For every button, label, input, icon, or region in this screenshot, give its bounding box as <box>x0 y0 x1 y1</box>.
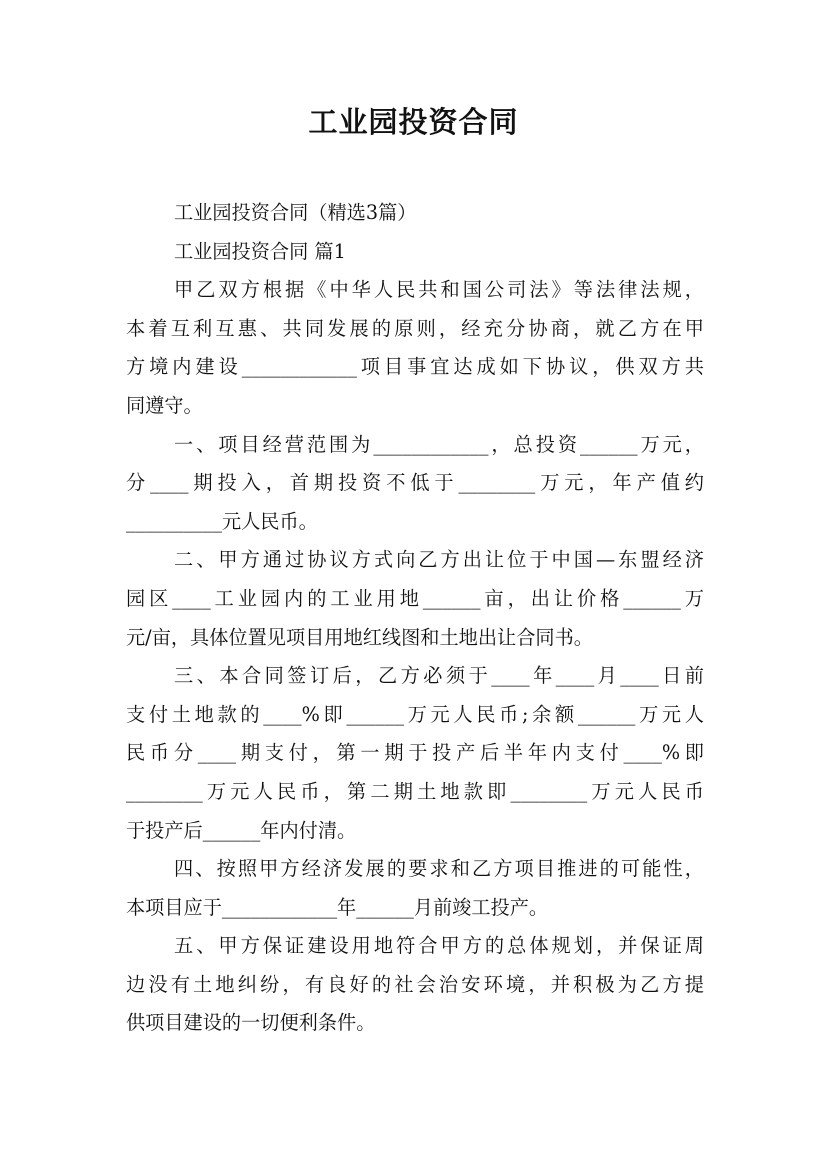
text-line: 工业园投资合同 篇1 <box>174 239 346 263</box>
text-line: 分____期投入，首期投资不低于________万元，年产值约 <box>126 471 704 495</box>
text-line: 于投产后______年内付清。 <box>126 818 357 842</box>
text-line: 边没有土地纠纷，有良好的社会治安环境，并积极为乙方提 <box>126 972 704 996</box>
text-line: 元/亩，具体位置见项目用地红线图和土地出让合同书。 <box>126 625 593 649</box>
text-line: __________元人民币。 <box>126 509 318 533</box>
text-line: 三、本合同签订后，乙方必须于____年____月____日前 <box>174 664 704 688</box>
text-line: 本着互利互惠、共同发展的原则，经充分协商，就乙方在甲 <box>126 316 704 340</box>
document-body <box>126 194 704 1043</box>
text-line: 本项目应于____________年______月前竣工投产。 <box>126 895 549 919</box>
text-line: 一、项目经营范围为____________，总投资______万元， <box>174 432 704 456</box>
text-line: 二、甲方通过协议方式向乙方出让位于中国—东盟经济 <box>174 548 704 572</box>
text-line: 同遵守。 <box>126 393 203 417</box>
text-line: ________万元人民币，第二期土地款即________万元人民币 <box>126 779 704 803</box>
text-line: 供项目建设的一切便利条件。 <box>126 1011 376 1035</box>
text-line: 工业园投资合同（精选3篇） <box>174 201 417 224</box>
text-line: 甲乙双方根据《中华人民共和国公司法》等法律法规， <box>174 278 704 302</box>
document-title: 工业园投资合同 <box>308 105 519 139</box>
text-line: 支付土地款的____%即______万元人民币;余额______万元人 <box>126 702 704 726</box>
text-line: 五、甲方保证建设用地符合甲方的总体规划，并保证周 <box>174 934 704 958</box>
text-line: 园区____工业园内的工业用地______亩，出让价格______万 <box>126 586 704 610</box>
text-line: 方境内建设____________项目事宜达成如下协议，供双方共 <box>126 355 704 379</box>
text-line: 四、按照甲方经济发展的要求和乙方项目推进的可能性， <box>174 857 704 881</box>
text-line: 民币分____期支付，第一期于投产后半年内支付____%即 <box>126 741 704 765</box>
